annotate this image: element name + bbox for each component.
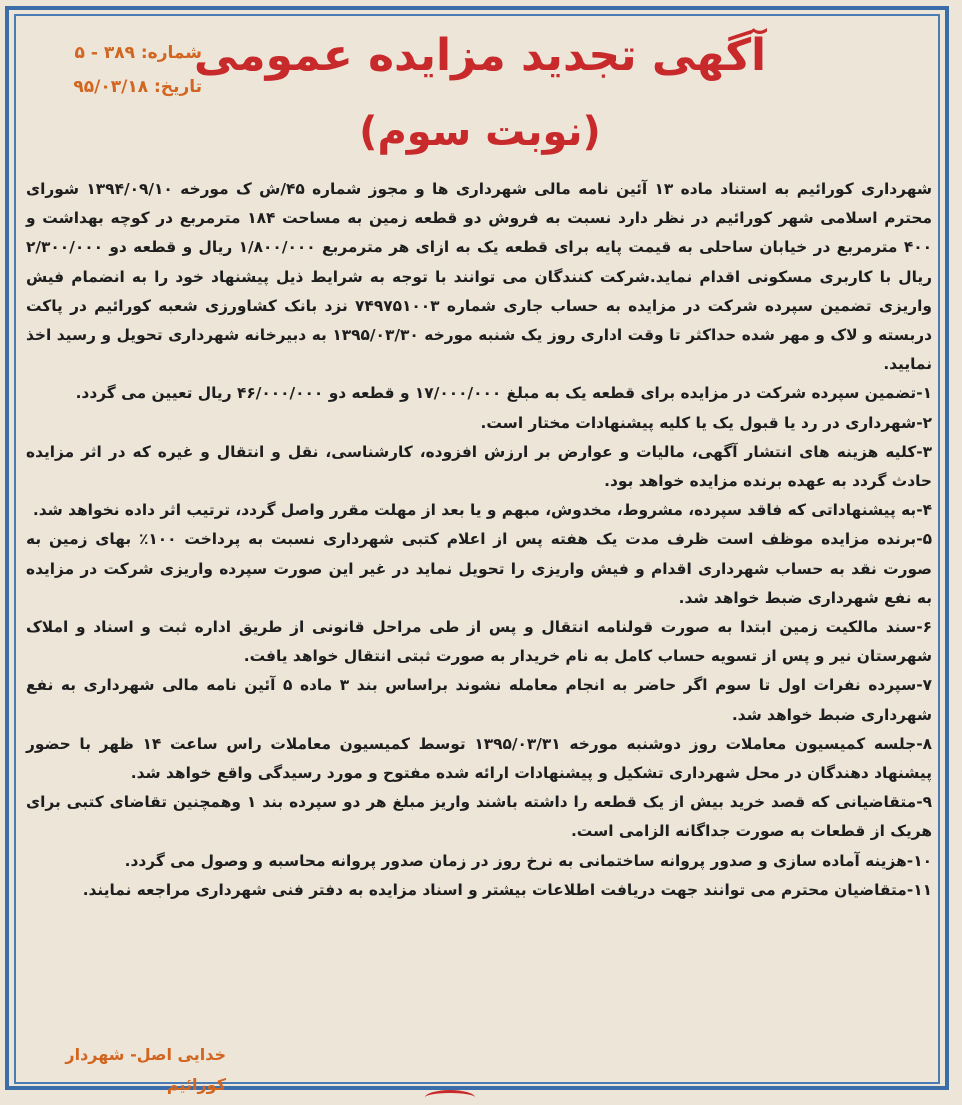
clause-8: ۸-جلسه کمیسیون معاملات روز دوشنبه مورخه ۱۳۹۵/۰۳/۳۱ توسط کمیسیون معاملات راس ساعت ۱۴ ظهر با حضور پیشنهاد دهندگان در محل شهرداری تشکیل و پیشنهادات ارائه شده مفتوح و مورد رسیدگی واقع خواهد شد. xyxy=(26,734,932,783)
clause-10: ۱۰-هزینه آماده سازی و صدور پروانه ساختمانی به نرخ روز در زمان صدور پروانه محاسبه و وصول می گردد. xyxy=(124,851,932,870)
clause-5: ۵-برنده مزایده موظف است ظرف مدت یک هفته پس از اعلام کتبی شهرداری نسبت به پرداخت ۱۰۰٪ بهای زمین به صورت نقد به حساب شهرداری اقدام و فیش واریزی را تحویل نماید در غیر این صورت سپرده واریزی شرکت در مزایده به نفع شهرداری ضبط خواهد شد. xyxy=(26,530,932,607)
clause-7: ۷-سپرده نفرات اول تا سوم اگر حاضر به انجام معامله نشوند براساس بند ۳ ماده ۵ آئین نامه مالی شهرداری به نفع شهرداری ضبط خواهد شد. xyxy=(26,676,933,724)
clause-3: ۳-کلیه هزینه های انتشار آگهی، مالیات و عوارض بر ارزش افزوده، کارشناسی، نقل و انتقال و غیره که در اثر مزایده حادث گردد به عهده برنده مزایده خواهد بود. xyxy=(26,442,932,491)
clause-1: ۱-تضمین سپرده شرکت در مزایده برای قطعه یک به مبلغ ۱۷/۰۰۰/۰۰۰ و قطعه دو ۴۶/۰۰۰/۰۰۰ ریال تعیین می گردد. xyxy=(75,384,932,403)
intro-paragraph: شهرداری کورائیم به استناد ماده ۱۳ آئین نامه مالی شهرداری ها و مجوز شماره ۴۵/ش ک مورخه ۱۳۹۴/۰۹/۱۰ شورای محترم اسلامی شهر کورائیم در نظر دارد نسبت به فروش دو قطعه زمین به مساحت ۱۸۴ مترمربع در کوچه بهداشت و ۴۰۰ مترمربع در خیابان ساحلی به قیمت پایه برای قطعه یک به ازای هر مترمربع ۱/۸۰۰/۰۰۰ ریال و قطعه دو ۲/۳۰۰/۰۰۰ ریال با کاربری مسکونی اقدام نماید.شرکت کنندگان می توانند با توجه به شرایط ذیل پیشنهاد خود را به انضمام فیش واریزی تضمین سپرده شرکت در مزایده به حساب جاری شماره ۷۴۹۷۵۱۰۰۳ نزد بانک کشاورزی شعبه کورائیم در پاکت دربسته و لاک و مهر شده حداکثر تا وقت اداری روز یک شنبه مورخه ۱۳۹۵/۰۳/۳۰ به دبیرخانه شهرداری تحویل و رسید اخذ نمایید. xyxy=(26,180,933,374)
notice-body xyxy=(26,175,932,905)
notice-title: آگهی تجدید مزایده عمومی xyxy=(193,30,767,81)
clause-6: ۶-سند مالکیت زمین ابتدا به صورت قولنامه انتقال و پس از طی مراحل قانونی از طریق اداره ثبت و اسناد و املاک شهرستان نیر و پس از تسویه حساب کامل به نام خریدار به صورت ثبتی انتقال خواهد یافت. xyxy=(26,618,932,666)
clause-9: ۹-متقاضیانی که قصد خرید بیش از یک قطعه را داشته باشند واریز مبلغ هر دو سپرده بند ۱ وهمچنین تقاضای کتبی برای هریک از قطعات به صورت جداگانه الزامی است. xyxy=(26,793,932,841)
clause-4: ۴-به پیشنهاداتی که فاقد سپرده، مشروط، مخدوش، مبهم و یا بعد از مهلت مقرر واصل گردد، ترتیب اثر داده نخواهد شد. xyxy=(32,501,932,520)
notice-date: تاریخ: ۹۵/۰۳/۱۸ xyxy=(73,77,202,97)
notice-subtitle: (نوبت سوم) xyxy=(359,109,601,155)
notice-number: شماره: ۳۸۹ - ۵ xyxy=(74,43,202,63)
clause-2: ۲-شهرداری در رد یا قبول یک یا کلیه پیشنهادات مختار است. xyxy=(480,413,932,432)
signature: خدایی اصل- شهردار کورائیم xyxy=(65,1045,226,1094)
clause-11: ۱۱-متقاضیان محترم می توانند جهت دریافت اطلاعات بیشتر و اسناد مزایده به دفتر فنی شهرداری مراجعه نمایند. xyxy=(82,880,932,899)
clause-list xyxy=(26,379,932,905)
notice-header xyxy=(20,22,940,172)
ink-mark xyxy=(425,1090,475,1105)
